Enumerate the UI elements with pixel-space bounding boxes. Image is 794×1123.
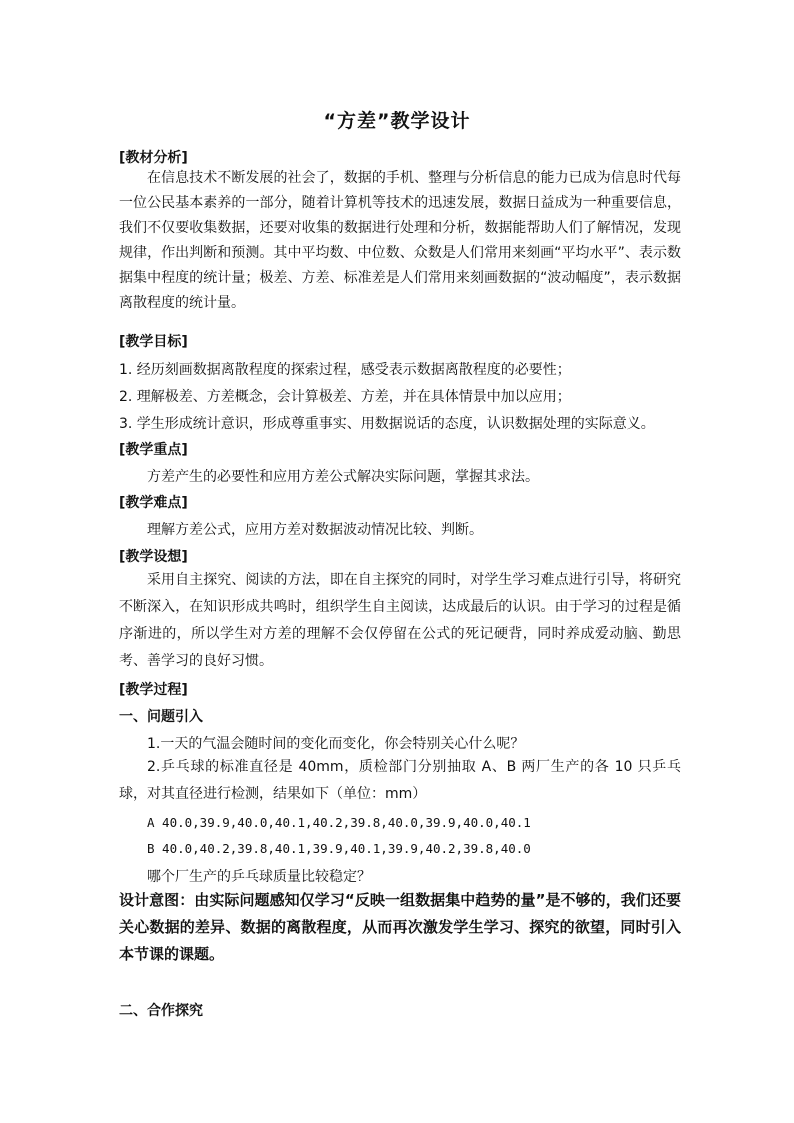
section-head-idea: [教学设想] — [119, 549, 188, 565]
design-intent: 设计意图：由实际问题感知仅学习“反映一组数据集中趋势的量”是不够的，我们还要关心数据的差异、数据的离散程度，从而再次激发学生学习、探究的欲望，同时引入本节课的课题。 — [119, 891, 681, 963]
section-head-key: [教学重点] — [119, 442, 188, 458]
data-row-b: B 40.0,40.2,39.8,40.1,39.9,40.1,39.9,40.2,39.8,40.0 — [147, 841, 531, 856]
doc-title: “方差”教学设计 — [323, 110, 471, 132]
analysis-paragraph: 在信息技术不断发展的社会了，数据的手机、整理与分析信息的能力已成为信息时代每一位公民基本素养的一部分，随着计算机等技术的迅速发展，数据日益成为一种重要信息，我们不仅要收集数据，还要对收集的数据进行处理和分析，数据能帮助人们了解情况，发现规律，作出判断和预测。其中平均数、中位数、众数是人们常用来刻画“平均水平”、表示数据集中程度的统计量；极差、方差、标准差是人们常用来刻画数据的“波动幅度”，表示数据离散程度的统计量。 — [119, 170, 681, 311]
section-head-difficulty: [教学难点] — [119, 495, 188, 511]
goal-item-2: 2. 理解极差、方差概念，会计算极差、方差，并在具体情景中加以应用； — [119, 389, 571, 405]
section-head-process: [教学过程] — [119, 682, 188, 698]
question-1: 1.一天的气温会随时间的变化而变化，你会特别关心什么呢？ — [147, 736, 525, 752]
goal-item-3: 3. 学生形成统计意识，形成尊重事实、用数据说话的态度，认识数据处理的实际意义。 — [119, 416, 655, 432]
section-head-goals: [教学目标] — [119, 334, 188, 350]
section-head-analysis: [教材分析] — [119, 150, 188, 166]
goal-item-1: 1. 经历刻画数据离散程度的探索过程，感受表示数据离散程度的必要性； — [119, 362, 571, 378]
question-2: 2.乒乓球的标准直径是 40mm，质检部门分别抽取 A、B 两厂生产的各 10 只乒乓球，对其直径进行检测，结果如下（单位：mm） — [119, 759, 681, 802]
part2-head: 二、合作探究 — [119, 1003, 203, 1019]
data-row-a: A 40.0,39.9,40.0,40.1,40.2,39.8,40.0,39.9,40.0,40.1 — [147, 815, 531, 830]
idea-paragraph: 采用自主探究、阅读的方法，即在自主探究的同时，对学生学习难点进行引导，将研究不断深入，在知识形成共鸣时，组织学生自主阅读，达成最后的认识。由于学习的过程是循序渐进的，所以学生对方差的理解不会仅停留在公式的死记硬背，同时养成爱动脑、勤思考、善学习的良好习惯。 — [119, 572, 681, 669]
key-text: 方差产生的必要性和应用方差公式解决实际问题，掌握其求法。 — [147, 469, 539, 485]
difficulty-text: 理解方差公式，应用方差对数据波动情况比较、判断。 — [147, 522, 483, 538]
question-3: 哪个厂生产的乒乓球质量比较稳定？ — [147, 869, 371, 885]
part1-head: 一、问题引入 — [119, 709, 203, 725]
